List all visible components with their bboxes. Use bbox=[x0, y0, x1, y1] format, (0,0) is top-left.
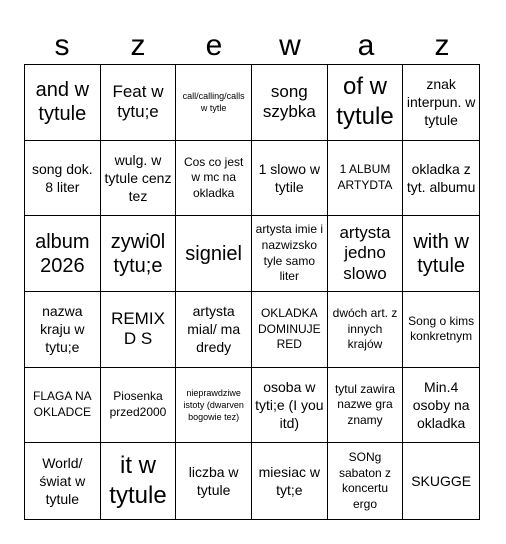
bingo-cell[interactable]: artysta jedno slowo bbox=[328, 216, 404, 292]
bingo-cell[interactable]: znak interpun. w tytule bbox=[403, 65, 479, 141]
bingo-cell[interactable]: okladka z tyt. albumu bbox=[403, 141, 479, 217]
bingo-cell[interactable]: call/calling/calls w tytle bbox=[176, 65, 252, 141]
bingo-cell[interactable]: with w tytule bbox=[403, 216, 479, 292]
bingo-cell[interactable]: song dok. 8 liter bbox=[25, 141, 101, 217]
header-letter: w bbox=[279, 29, 301, 62]
bingo-cell[interactable]: 1 slowo w tytile bbox=[252, 141, 328, 217]
bingo-cell[interactable]: World/ świat w tytule bbox=[25, 443, 101, 519]
bingo-cell[interactable]: osoba w tyti;e (I you itd) bbox=[252, 368, 328, 444]
bingo-cell[interactable]: OKLADKA DOMINUJE RED bbox=[252, 292, 328, 368]
bingo-cell[interactable]: Feat w tytu;e bbox=[101, 65, 177, 141]
header-letter: z bbox=[434, 29, 450, 62]
header-letter: e bbox=[205, 29, 223, 62]
bingo-cell[interactable]: signiel bbox=[176, 216, 252, 292]
bingo-cell[interactable]: artysta mial/ ma dredy bbox=[176, 292, 252, 368]
bingo-cell[interactable]: SKUGGE bbox=[411, 473, 472, 490]
bingo-cell[interactable]: 1 ALBUM ARTYDTA bbox=[328, 141, 404, 217]
bingo-cell[interactable]: liczba w tytule bbox=[176, 443, 252, 519]
bingo-cell[interactable]: REMIX D S bbox=[101, 292, 177, 368]
bingo-cell[interactable]: Min.4 osoby na okladka bbox=[403, 368, 479, 444]
bingo-cell[interactable]: wulg. w tytule cenz tez bbox=[101, 141, 177, 217]
bingo-cell[interactable]: of w tytule bbox=[328, 65, 404, 141]
header-letter: z bbox=[130, 29, 146, 62]
bingo-cell[interactable]: and w tytule bbox=[25, 65, 101, 141]
bingo-cell[interactable]: miesiac w tyt;e bbox=[252, 443, 328, 519]
bingo-cell[interactable]: tytul zawira nazwe gra znamy bbox=[328, 368, 404, 444]
header-letter: a bbox=[357, 29, 375, 62]
bingo-cell[interactable]: nazwa kraju w tytu;e bbox=[25, 292, 101, 368]
bingo-cell[interactable]: Piosenka przed2000 bbox=[101, 368, 177, 444]
bingo-cell[interactable]: Cos co jest w mc na okladka bbox=[176, 141, 252, 217]
bingo-cell[interactable]: album 2026 bbox=[25, 216, 101, 292]
bingo-cell[interactable]: FLAGA NA OKLADCE bbox=[25, 368, 101, 444]
bingo-cell[interactable]: song szybka bbox=[252, 65, 328, 141]
bingo-cell[interactable]: Song o kims konkretnym bbox=[403, 292, 479, 368]
bingo-cell[interactable]: artysta imie i nazwizsko tyle samo liter bbox=[252, 216, 328, 292]
bingo-header bbox=[24, 26, 480, 66]
header-letter: s bbox=[54, 29, 70, 62]
bingo-grid bbox=[24, 64, 480, 520]
bingo-cell[interactable]: nieprawdziwe istoty (dwarven bogowie tez) bbox=[176, 368, 252, 444]
bingo-cell[interactable]: it w tytule bbox=[101, 443, 177, 519]
bingo-cell[interactable]: SONg sabaton z koncertu ergo bbox=[328, 443, 404, 519]
bingo-cell[interactable]: zywi0l tytu;e bbox=[101, 216, 177, 292]
bingo-cell[interactable]: dwóch art. z innych krajów bbox=[328, 292, 404, 368]
